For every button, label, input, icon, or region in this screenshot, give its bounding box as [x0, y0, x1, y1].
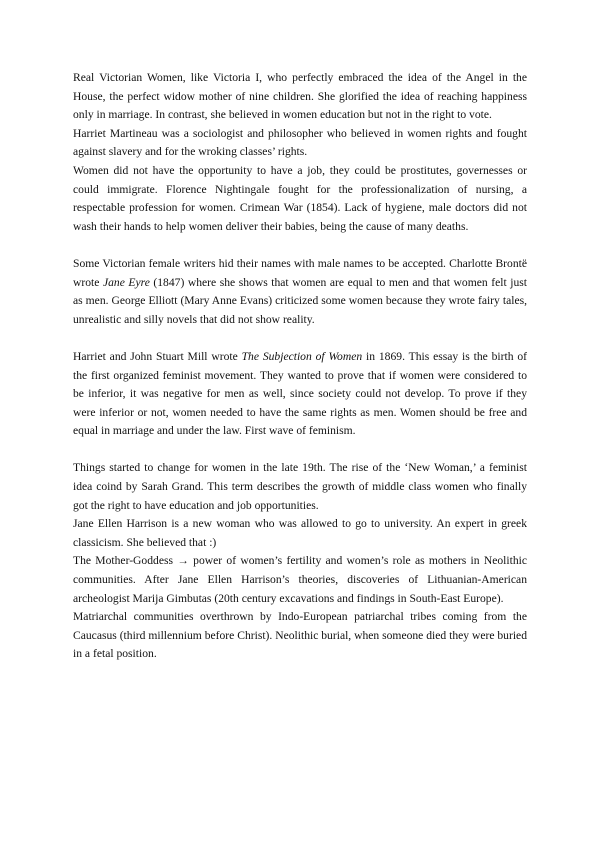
paragraph-gap — [73, 236, 527, 255]
paragraph-jane-ellen-harrison: Jane Ellen Harrison is a new woman who was allowed to go to university. An expert in greek classicism. She believed that :) — [73, 517, 527, 549]
paragraph-mother-goddess: The Mother-Goddess → power of women’s fertility and women’s role as mothers in Neolithic communities. After Jane Ellen Harrison’s theories, discoveries of Lithuanian-American archeologist Marija Gimbutas (20th century excavations and findings in South-East Europe). — [73, 554, 527, 605]
text-segment: (1847) where she shows that women are equal to men and that women felt just as men. George Elliott (Mary Anne Evans) criticized some women because they wrote fairy tales, unrealistic and silly novels that did not show reality. — [73, 275, 527, 326]
paragraph-gap — [73, 441, 527, 460]
paragraph-female-writers — [73, 255, 527, 329]
paragraph-harriet-martineau: Harriet Martineau was a sociologist and philosopher who believed in women rights and fought against slavery and for the wroking classes’ rights. — [73, 126, 527, 159]
book-title-jane-eyre: Jane Eyre — [102, 275, 150, 289]
text-segment: in 1869. This essay is the birth of the first organized feminist movement. They wanted to prove that if women were considered to be inferior, it was negative for men as well, since society could not develop. To prove if they were inferior or not, women needed to have the same rights as men. Women should be free and equal in marriage and under the law. First wave of feminism. — [73, 349, 527, 438]
paragraph-victorian-women: Real Victorian Women, like Victoria I, who perfectly embraced the idea of the Angel in the House, the perfect widow mother of nine children. She glorified the idea of reaching happiness only in marriage. In contrast, she believed in women education but not in the right to vote. — [73, 71, 527, 122]
paragraph-matriarchal-communities: Matriarchal communities overthrown by Indo-European patriarchal tribes coming from the Caucasus (third millennium before Christ). Neolithic burial, when someone died they were buried in a fetal position. — [73, 610, 527, 661]
book-title-subjection-of-women: The Subjection of Women — [241, 349, 363, 363]
text-segment: Harriet and John Stuart Mill wrote — [73, 349, 242, 363]
text-segment: Some Victorian female writers hid their names with male names to be accepted. Charlotte Brontë wrote — [73, 256, 527, 289]
paragraph-new-woman: Things started to change for women in the late 19th. The rise of the ‘New Woman,’ a feminist idea coind by Sarah Grand. This term describes the growth of middle class women who finally got the right to have education and job opportunities. — [73, 461, 527, 512]
paragraph-gap — [73, 329, 527, 348]
paragraph-subjection-of-women — [73, 348, 527, 441]
paragraph-women-jobs: Women did not have the opportunity to have a job, they could be prostitutes, governesses or could immigrate. Florence Nightingale fought for the professionalization of nursing, a respectable profession for women. Crimean War (1854). Lack of hygiene, male doctors did not wash their hands to help women deliver their babies, being the cause of many deaths. — [73, 163, 527, 233]
